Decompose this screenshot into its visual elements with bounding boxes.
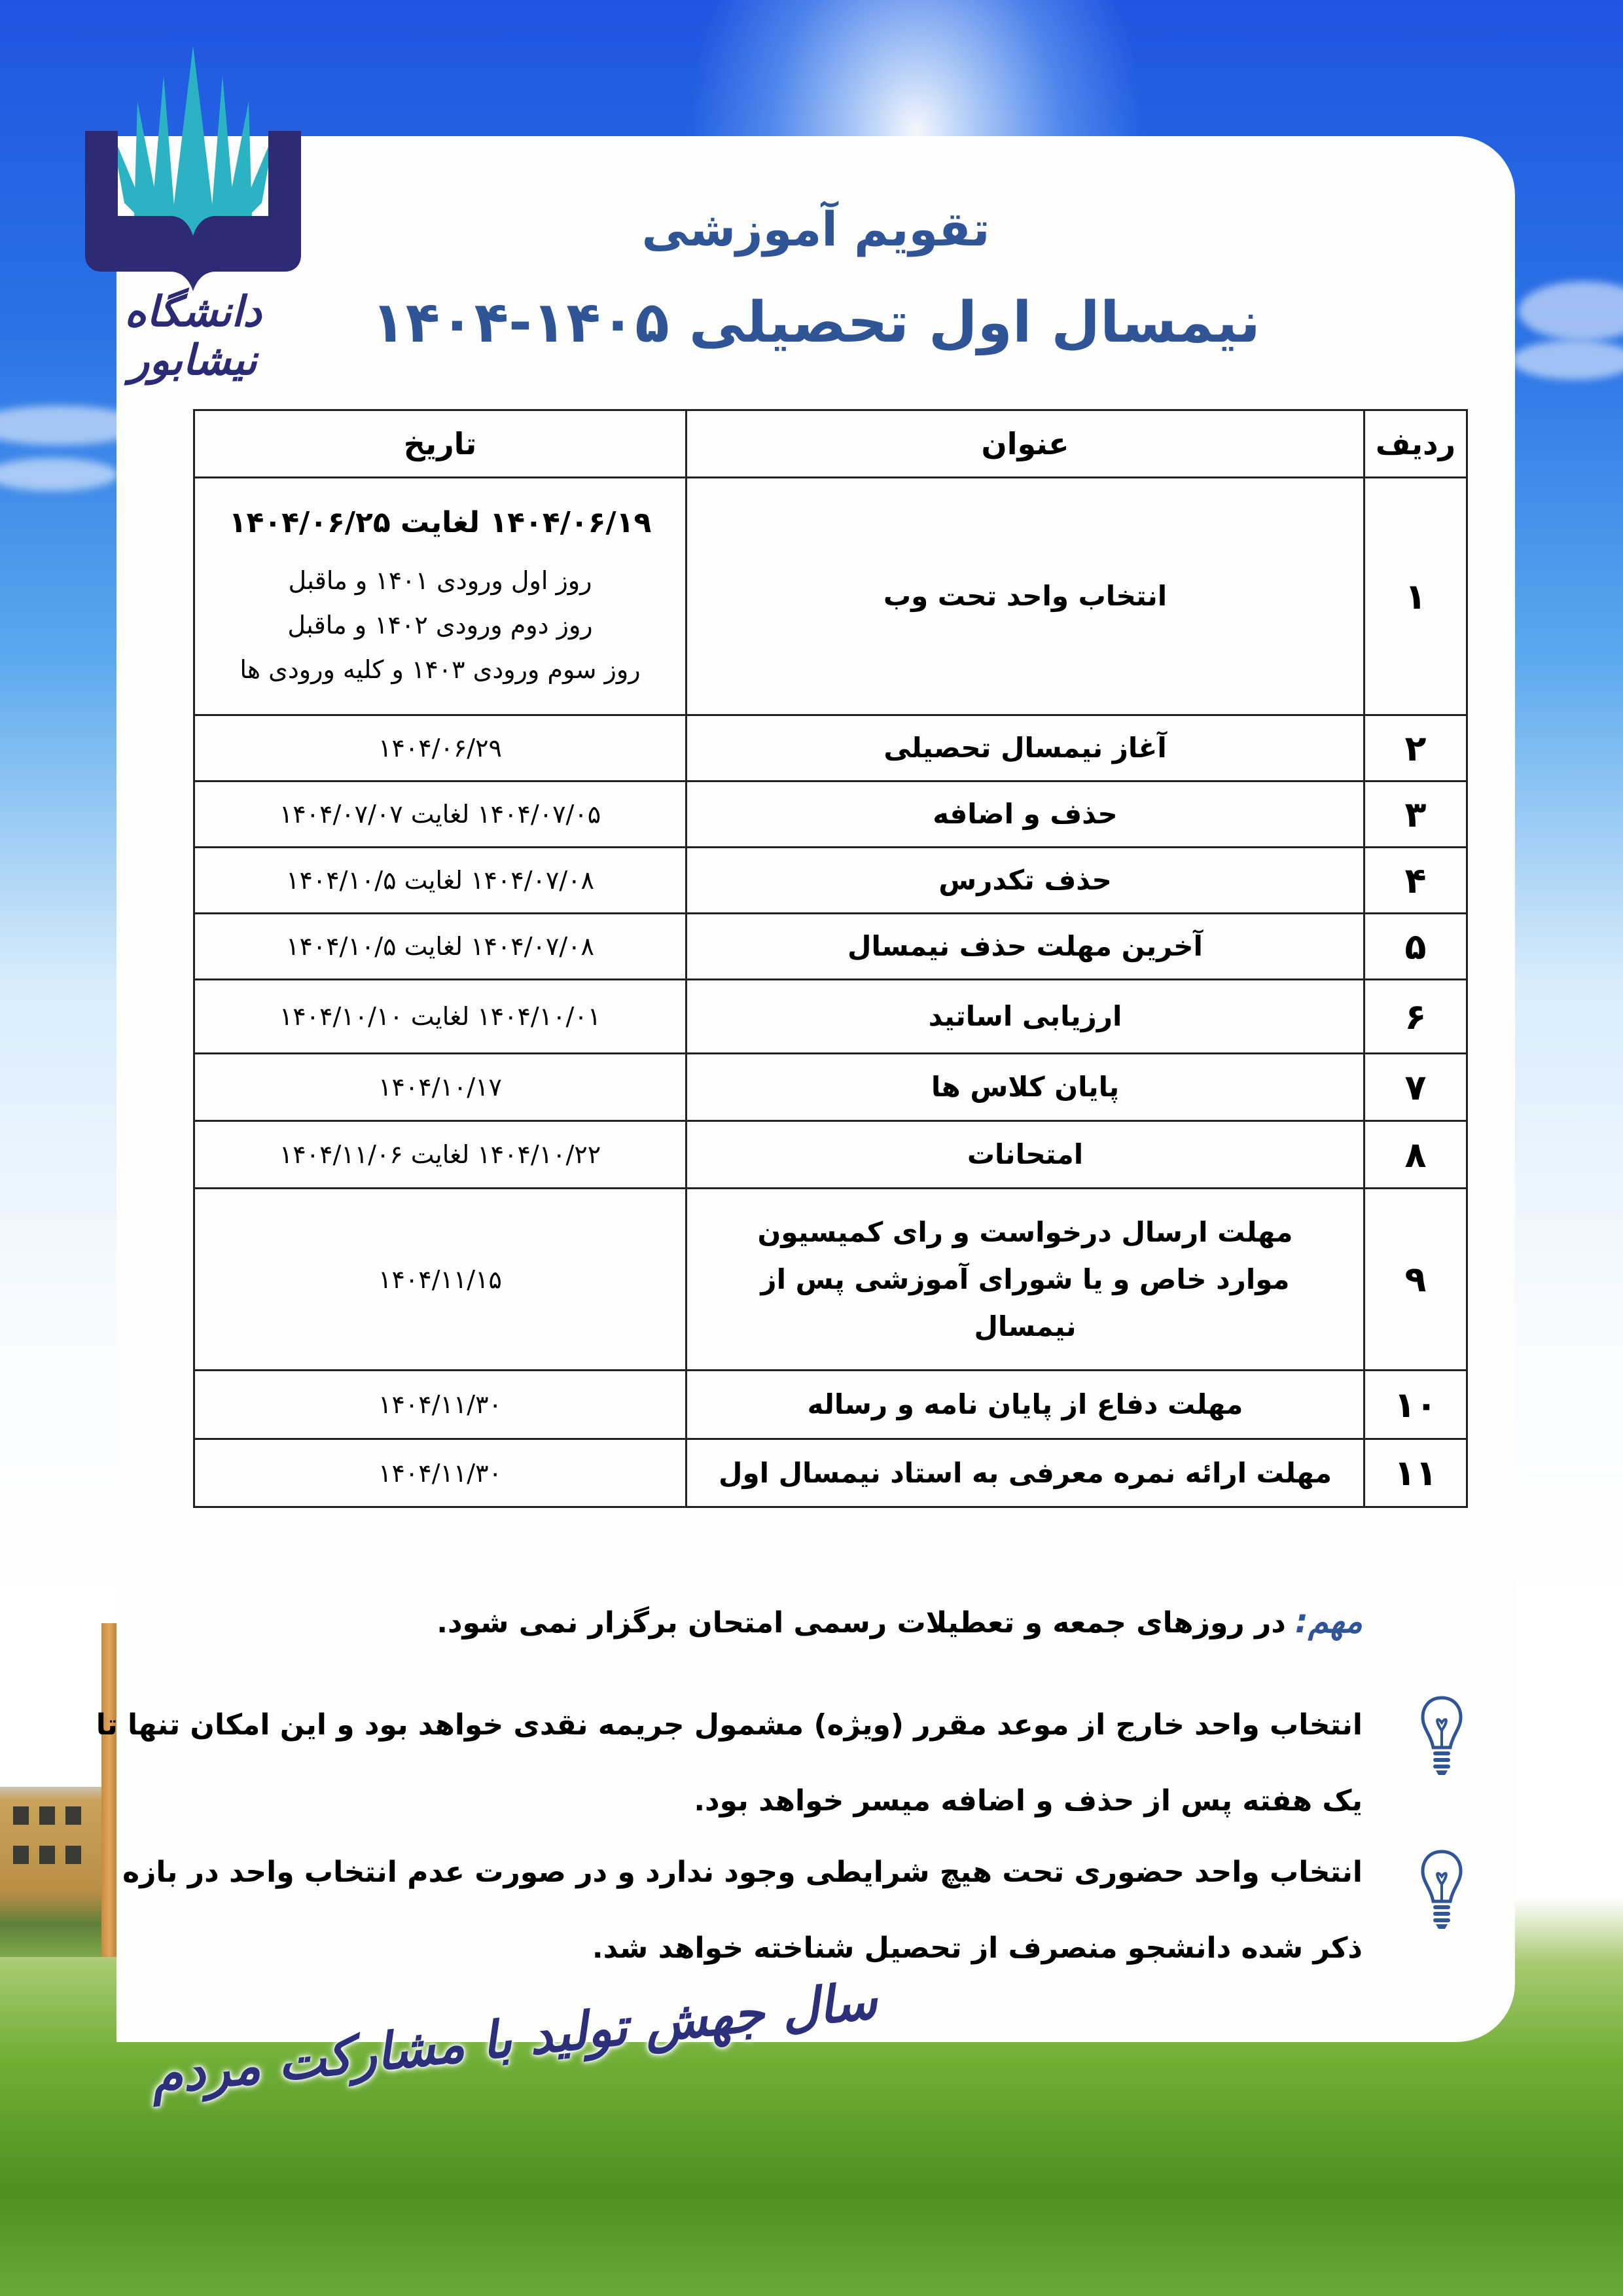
row-subject: امتحانات bbox=[687, 1121, 1364, 1189]
table-row bbox=[194, 478, 1467, 715]
row-number: ۱ bbox=[1364, 478, 1467, 715]
header-subject: عنوان bbox=[687, 410, 1364, 478]
row-number: ۳ bbox=[1364, 781, 1467, 848]
page-subtitle: نیمسال اول تحصیلی ۱۴۰۵-۱۴۰۴ bbox=[371, 290, 1260, 355]
university-name: دانشگاه نیشابور bbox=[124, 288, 262, 385]
row-date-detail: روز دوم ورودی ۱۴۰۲ و ماقبل bbox=[287, 611, 593, 639]
table-row bbox=[194, 1439, 1467, 1507]
table-row bbox=[194, 1054, 1467, 1121]
tip-late-registration: انتخاب واحد خارج از موعد مقرر (ویژه) مشمول جریمه نقدی خواهد بود و این امکان تنها تا یک هفته پس از حذف و اضافه میسر خواهد بود. bbox=[96, 1708, 1363, 1818]
table-row bbox=[194, 848, 1467, 914]
row-date: ۱۴۰۴/۰۷/۰۵ لغایت ۱۴۰۴/۰۷/۰۷ bbox=[194, 781, 687, 848]
row-date-detail: روز اول ورودی ۱۴۰۱ و ماقبل bbox=[288, 566, 592, 595]
table-row bbox=[194, 781, 1467, 848]
window bbox=[13, 1846, 29, 1864]
lightbulb-icon bbox=[1419, 1694, 1465, 1779]
table-header-row bbox=[194, 410, 1467, 478]
row-date: ۱۴۰۴/۱۰/۱۷ bbox=[194, 1054, 687, 1121]
row-number: ۸ bbox=[1364, 1121, 1467, 1189]
window bbox=[13, 1806, 29, 1825]
row-number: ۲ bbox=[1364, 715, 1467, 781]
row-date: ۱۴۰۴/۱۱/۱۵ bbox=[194, 1189, 687, 1371]
row-subject: مهلت ارسال درخواست و رای کمیسیون موارد خاص و یا شورای آموزشی پس از نیمسال bbox=[687, 1189, 1364, 1371]
table-row bbox=[194, 715, 1467, 781]
row-date: ۱۴۰۴/۰۷/۰۸ لغایت ۱۴۰۴/۱۰/۵ bbox=[194, 848, 687, 914]
table-row bbox=[194, 980, 1467, 1054]
academic-calendar-table bbox=[193, 409, 1468, 1508]
row-subject: ارزیابی اساتید bbox=[687, 980, 1364, 1054]
page-title: تقویم آموزشی bbox=[641, 202, 990, 257]
row-number: ۶ bbox=[1364, 980, 1467, 1054]
row-number: ۱۱ bbox=[1364, 1439, 1467, 1507]
row-number: ۴ bbox=[1364, 848, 1467, 914]
row-subject: آغاز نیمسال تحصیلی bbox=[687, 715, 1364, 781]
row-date: ۱۴۰۴/۱۱/۳۰ bbox=[194, 1371, 687, 1439]
tip-in-person-registration: انتخاب واحد حضوری تحت هیچ شرایطی وجود ندارد و در صورت عدم انتخاب واحد در بازه ذکر شده دانشجو منصرف از تحصیل شناخته خواهد شد. bbox=[122, 1856, 1363, 1965]
row-date-detail: روز سوم ورودی ۱۴۰۳ و کلیه ورودی ها bbox=[240, 655, 641, 684]
row-number: ۱۰ bbox=[1364, 1371, 1467, 1439]
important-note bbox=[437, 1602, 1363, 1640]
important-label: مهم: bbox=[1294, 1602, 1363, 1640]
content-card bbox=[96, 136, 1515, 2042]
logo-rays bbox=[111, 46, 275, 242]
table-row bbox=[194, 1371, 1467, 1439]
row-subject: مهلت دفاع از پایان نامه و رساله bbox=[687, 1371, 1364, 1439]
row-date bbox=[194, 478, 687, 715]
table-row bbox=[194, 914, 1467, 980]
row-subject: پایان کلاس ها bbox=[687, 1054, 1364, 1121]
row-subject: مهلت ارائه نمره معرفی به استاد نیمسال اول bbox=[687, 1439, 1364, 1507]
row-subject: حذف تکدرس bbox=[687, 848, 1364, 914]
row-subject: حذف و اضافه bbox=[687, 781, 1364, 848]
row-number: ۵ bbox=[1364, 914, 1467, 980]
row-number: ۷ bbox=[1364, 1054, 1467, 1121]
row-date: ۱۴۰۴/۰۶/۲۹ bbox=[194, 715, 687, 781]
lightbulb-icon bbox=[1419, 1848, 1465, 1933]
row-date: ۱۴۰۴/۱۰/۰۱ لغایت ۱۴۰۴/۱۰/۱۰ bbox=[194, 980, 687, 1054]
row-number: ۹ bbox=[1364, 1189, 1467, 1371]
row-date-range: ۱۴۰۴/۰۶/۱۹ لغایت ۱۴۰۴/۰۶/۲۵ bbox=[228, 506, 652, 539]
row-subject: انتخاب واحد تحت وب bbox=[687, 478, 1364, 715]
table-row bbox=[194, 1121, 1467, 1189]
window bbox=[39, 1806, 55, 1825]
table-row bbox=[194, 1189, 1467, 1371]
window bbox=[65, 1846, 81, 1864]
header-date: تاریخ bbox=[194, 410, 687, 478]
important-text: در روزهای جمعه و تعطیلات رسمی امتحان برگزار نمی شود. bbox=[437, 1606, 1286, 1640]
row-date: ۱۴۰۴/۰۷/۰۸ لغایت ۱۴۰۴/۱۰/۵ bbox=[194, 914, 687, 980]
row-subject: آخرین مهلت حذف نیمسال bbox=[687, 914, 1364, 980]
window bbox=[65, 1806, 81, 1825]
row-date: ۱۴۰۴/۱۰/۲۲ لغایت ۱۴۰۴/۱۱/۰۶ bbox=[194, 1121, 687, 1189]
row-date: ۱۴۰۴/۱۱/۳۰ bbox=[194, 1439, 687, 1507]
year-slogan: سال جهش تولید با مشارکت مردم bbox=[147, 1970, 880, 2107]
window bbox=[39, 1846, 55, 1864]
header-row-number: ردیف bbox=[1364, 410, 1467, 478]
